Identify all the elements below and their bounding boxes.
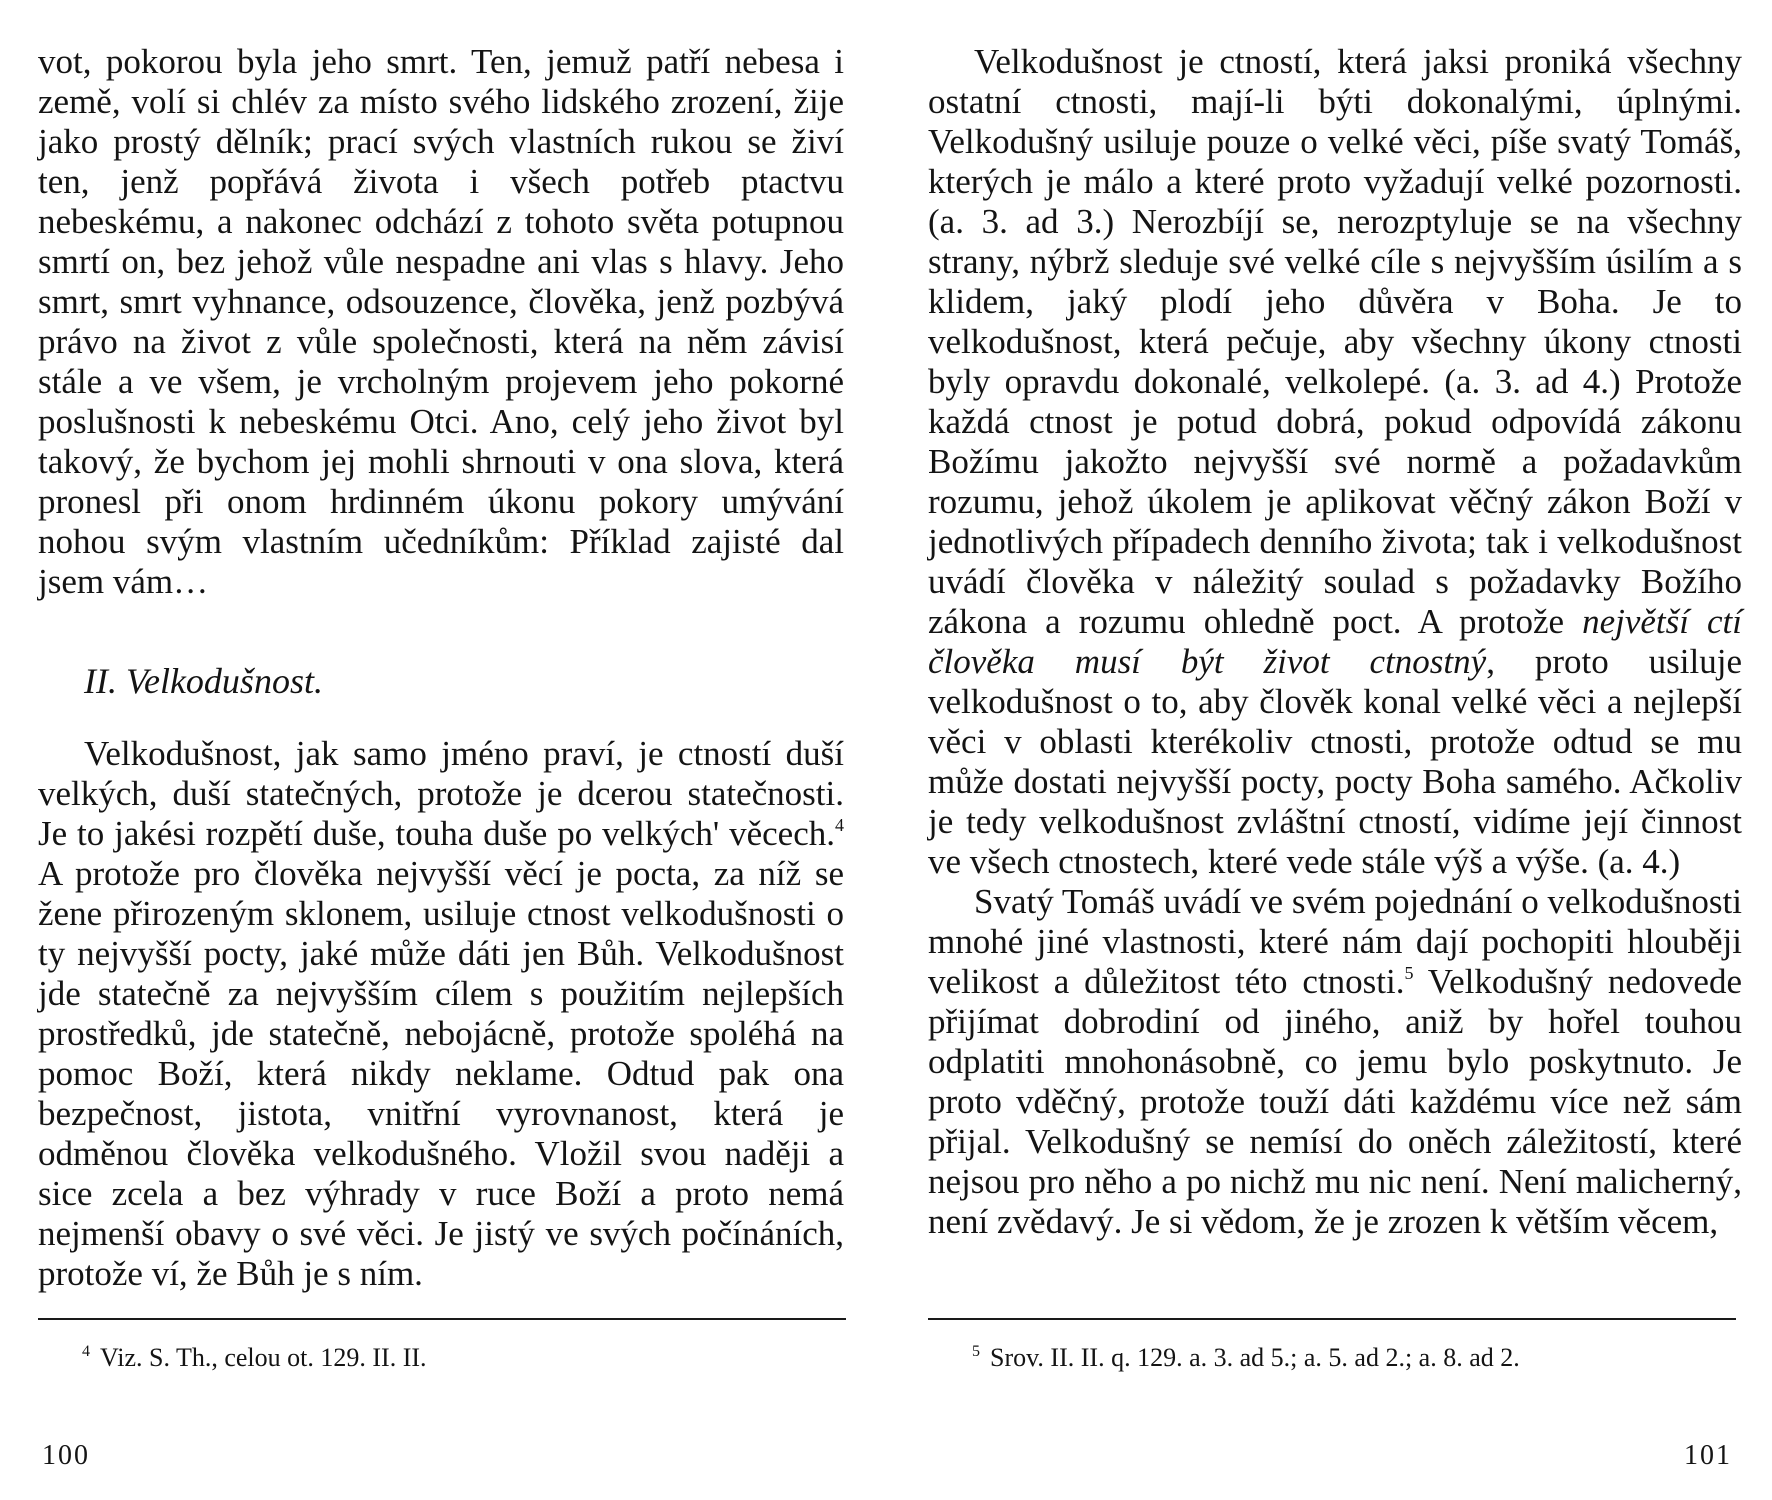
right-paragraph-1-italic: největší ctí člověka musí být život ctnostný (928, 602, 1742, 681)
right-footnote-text: Srov. II. II. q. 129. a. 3. ad 5.; a. 5. ad 2.; a. 8. ad 2. (990, 1343, 1520, 1372)
left-body-text (38, 42, 844, 1294)
right-paragraph-1 (928, 42, 1742, 882)
right-paragraph-2-part-a: Svatý Tomáš uvádí ve svém pojednání o velkodušnosti mnohé jiné vlastnosti, které nám dají pochopiti hlouběji velikost a důležitost této ctnosti. (928, 882, 1742, 1001)
right-paragraph-2-part-b: Velkodušný nedovede přijímat dobrodiní od jiného, aniž by hořel touhou odplatiti mnohonásobně, co jemu bylo poskytnuto. Je proto vděčný, protože touží dáti každému více než sám přijal. Velkodušný se nemísí do oněch záležitostí, které nejsou pro něho a po nichž mu nic není. Není malicherný, není zvědavý. Je si vědom, že je zrozen k větším věcem, (928, 962, 1742, 1241)
left-paragraph-2-part-a: Velkodušnost, jak samo jméno praví, je ctností duší velkých, duší statečných, protože je dcerou statečnosti. Je to jakési rozpětí duše, touha duše po velkých' věcech. (38, 734, 844, 853)
right-paragraph-1-part-b: , proto usiluje velkodušnost o to, aby člověk konal velké věci a nejlepší věci v oblasti kterékoliv ctnosti, protože odtud se mu může dostati nejvyšší pocty, pocty Boha samého. Ačkoliv je tedy velkodušnost zvláštní ctností, vidíme její činnost ve všech ctnostech, které vede stále výš a výše. (a. 4.) (928, 642, 1742, 881)
left-paragraph-2 (38, 734, 844, 1294)
right-footnote-mark: 5 (972, 1343, 980, 1360)
section-heading: II. Velkodušnost. (84, 661, 323, 701)
right-footnote (972, 1336, 1520, 1374)
right-footnote-divider (928, 1318, 1736, 1320)
left-footnote-text: Viz. S. Th., celou ot. 129. II. II. (100, 1343, 427, 1372)
left-footnote-divider (38, 1318, 846, 1320)
left-footnote (82, 1336, 427, 1374)
left-paragraph-1: vot, pokorou byla jeho smrt. Ten, jemuž patří nebesa i země, volí si chlév za místo svého lidského zrození, žije jako prostý dělník; prací svých vlastních rukou se živí ten, jenž popřává života i všech potřeb ptactvu nebeskému, a nakonec odchází z tohoto světa potupnou smrtí on, bez jehož vůle nespadne ani vlas s hlavy. Jeho smrt, smrt vyhnance, odsouzence, člověka, jenž pozbývá právo na život z vůle společnosti, která na něm závisí stále a ve všem, je vrcholným projevem jeho pokorné poslušnosti k nebeskému Otci. Ano, celý jeho život byl takový, že bychom jej mohli shrnouti v ona slova, která pronesl při onom hrdinném úkonu pokory umývání nohou svým vlastním učedníkům: Příklad zajisté dal jsem vám… (38, 42, 844, 601)
left-page-number: 100 (42, 1440, 90, 1471)
left-paragraph-2-part-b: A protože pro člověka nejvyšší věcí je pocta, za níž se žene přirozeným sklonem, usiluje ctnost velkodušnosti o ty nejvyšší pocty, jaké může dáti jen Bůh. Velkodušnost jde statečně za nejvyšším cílem s použitím nejlepších prostředků, jde statečně, nebojácně, protože spoléhá na pomoc Boží, která nikdy neklame. Odtud pak ona bezpečnost, jistota, vnitřní vyrovnanost, která je odměnou člověka velkodušného. Vložil svou naději a sice zcela a bez výhrady v ruce Boží a proto nemá nejmenší obavy o své věci. Je jistý ve svých počínáních, protože ví, že Bůh je s ním. (38, 854, 844, 1293)
footnote-reference-4: 4 (835, 815, 844, 835)
right-paragraph-1-part-a: Velkodušnost je ctností, která jaksi proniká všechny ostatní ctnosti, mají-li býti dokonalými, úplnými. Velkodušný usiluje pouze o velké věci, píše svatý Tomáš, kterých je málo a které proto vyžadují velké pozornosti. (a. 3. ad 3.) Nerozbíjí se, nerozptyluje se na všechny strany, nýbrž sleduje své velké cíle s nejvyšším úsilím a s klidem, jaký plodí jeho důvěra v Boha. Je to velkodušnost, která pečuje, aby všechny úkony ctnosti byly opravdu dokonalé, velkolepé. (a. 3. ad 4.) Protože každá ctnost je potud dobrá, pokud odpovídá zákonu Božímu jakožto nejvyšší své normě a požadavkům rozumu, jehož úkolem je aplikovat věčný zákon Boží v jednotlivých případech denního života; tak i velkodušnost uvádí člověka v náležitý soulad s požadavky Božího zákona a rozumu ohledně poct. A protože (928, 42, 1742, 641)
left-page (38, 0, 844, 1500)
right-page (928, 0, 1742, 1500)
left-footnote-mark: 4 (82, 1343, 90, 1360)
right-body-text (928, 42, 1742, 1242)
footnote-reference-5: 5 (1404, 963, 1414, 983)
right-paragraph-2 (928, 882, 1742, 1242)
right-page-number: 101 (1684, 1440, 1732, 1471)
